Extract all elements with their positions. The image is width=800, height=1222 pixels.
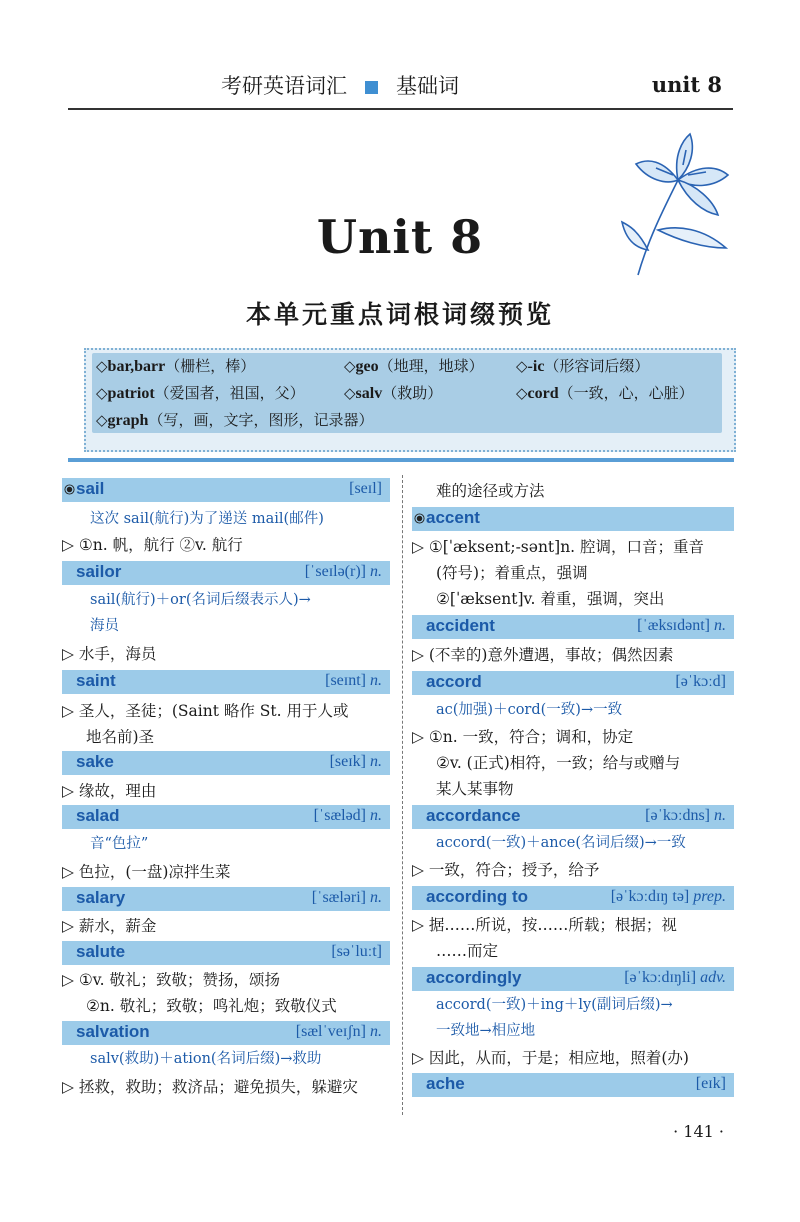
definition: ▷ 圣人，圣徒；(Saint 略作 St. 用于人或 xyxy=(62,702,349,720)
definition: ▷ 一致，符合；授予，给予 xyxy=(412,861,600,879)
definition: ▷ 据……所说，按……所载；根据；视 xyxy=(412,916,677,934)
headword-row xyxy=(412,886,734,910)
preview-title: 本单元重点词根词缀预览 xyxy=(245,300,554,329)
column-divider xyxy=(402,475,403,1115)
phonetic: [seɪk] n. xyxy=(329,753,382,770)
headword: sake xyxy=(76,752,114,771)
definition: ②[ˈæksent]v. 着重，强调，突出 xyxy=(436,590,665,608)
headword-row xyxy=(62,751,390,775)
definition: 地名前)圣 xyxy=(86,728,155,746)
headword: accident xyxy=(426,616,495,635)
etymology: 海员 xyxy=(90,618,119,634)
headword-row xyxy=(412,507,734,531)
section-divider xyxy=(68,458,734,462)
etymology: 一致地→相应地 xyxy=(436,1023,536,1039)
headword: accent xyxy=(426,508,480,527)
phonetic: [ˈseɪlə(r)] n. xyxy=(304,563,382,580)
section-title: 基础词 xyxy=(396,74,459,98)
definition: ▷ 色拉，(一盘)凉拌生菜 xyxy=(62,863,231,881)
header-divider xyxy=(68,108,733,110)
etymology: ac(加强)＋cord(一致)→一致 xyxy=(436,702,623,718)
phonetic: [ˈsæləd] n. xyxy=(313,807,382,824)
headword-row xyxy=(412,805,734,829)
phonetic: [əˈkɔːdɪŋli] adv. xyxy=(624,969,726,986)
headword-row xyxy=(62,941,390,965)
headword-row xyxy=(62,478,390,502)
etymology: accord(一致)＋ance(名词后缀)→一致 xyxy=(436,835,686,851)
target-bullet-icon xyxy=(64,484,75,495)
definition: ▷ 拯救，救助；救济品；避免损失，躲避灾 xyxy=(62,1078,358,1096)
headword: salad xyxy=(76,806,120,825)
headword-row xyxy=(412,967,734,991)
definition: ▷ 缘故，理由 xyxy=(62,782,157,800)
phonetic: [ˈsæləri] n. xyxy=(311,889,382,906)
headword: ache xyxy=(426,1074,465,1093)
definition: ②v. (正式)相符，一致；给与或赠与 xyxy=(436,754,681,772)
unit-title: Unit 8 xyxy=(316,210,484,264)
root-item: ◇salv（救助） xyxy=(344,384,443,402)
headword-row xyxy=(62,1021,390,1045)
definition: ▷ 薪水，薪金 xyxy=(62,917,157,935)
headword: salvation xyxy=(76,1022,150,1041)
phonetic: [əˈkɔːdɪŋ tə] prep. xyxy=(610,888,726,905)
definition: ▷ ①n. 帆，航行 ②v. 航行 xyxy=(62,536,243,554)
headword: accordance xyxy=(426,806,521,825)
headword-row xyxy=(62,670,390,694)
headword: saint xyxy=(76,671,116,690)
header-title xyxy=(0,70,680,100)
roots-box xyxy=(92,353,722,433)
headword: accord xyxy=(426,672,482,691)
page-number: · 141 · xyxy=(673,1122,724,1141)
phonetic: [eɪk] xyxy=(695,1075,726,1092)
root-item: ◇geo（地理，地球） xyxy=(344,357,484,375)
headword: sailor xyxy=(76,562,122,581)
header-unit-label: unit 8 xyxy=(651,72,722,97)
root-item: ◇bar,barr（栅栏，棒） xyxy=(96,357,256,375)
square-bullet-icon xyxy=(365,81,378,94)
headword: salary xyxy=(76,888,126,907)
root-item: ◇cord（一致，心，心脏） xyxy=(516,384,694,402)
etymology: 这次 sail(航行)为了递送 mail(邮件) xyxy=(90,511,324,527)
etymology: accord(一致)＋ing＋ly(副词后缀)→ xyxy=(436,997,673,1013)
definition: ②n. 敬礼；致敬；鸣礼炮；致敬仪式 xyxy=(86,997,337,1015)
headword-row xyxy=(62,887,390,911)
headword: sail xyxy=(76,479,105,498)
headword-row xyxy=(412,615,734,639)
headword: accordingly xyxy=(426,968,522,987)
root-item: ◇graph（写，画，文字，图形，记录器） xyxy=(96,411,374,429)
headword-row xyxy=(412,1073,734,1097)
phonetic: [seɪl] xyxy=(349,480,382,497)
target-bullet-icon xyxy=(414,513,425,524)
headword-row xyxy=(412,671,734,695)
phonetic: [ˈæksɪdənt] n. xyxy=(637,617,726,634)
phonetic: [sælˈveɪʃn] n. xyxy=(295,1023,382,1040)
definition: ……而定 xyxy=(436,942,499,960)
definition: ▷ ①[ˈæksent;-sənt]n. 腔调，口音；重音 xyxy=(412,538,705,556)
phonetic: [seɪnt] n. xyxy=(325,672,382,689)
definition: ▷ 水手，海员 xyxy=(62,645,157,663)
phonetic: [əˈkɔːd] xyxy=(675,673,726,690)
phonetic: [səˈluːt] xyxy=(331,943,382,960)
root-item: ◇patriot（爱国者，祖国，父） xyxy=(96,384,305,402)
etymology: sail(航行)＋or(名词后缀表示人)→ xyxy=(90,592,311,608)
etymology: 音“色拉” xyxy=(90,836,149,852)
definition: ▷ ①v. 敬礼；致敬；赞扬，颂扬 xyxy=(62,971,281,989)
definition-continued: 难的途径或方法 xyxy=(436,482,545,500)
headword-row xyxy=(62,561,390,585)
phonetic: [əˈkɔːdns] n. xyxy=(645,807,726,824)
headword: according to xyxy=(426,887,529,906)
etymology: salv(救助)＋ation(名词后缀)→救助 xyxy=(90,1051,322,1067)
definition: (符号)；着重点，强调 xyxy=(436,564,588,582)
root-item: ◇-ic（形容词后缀） xyxy=(516,357,650,375)
book-title: 考研英语词汇 xyxy=(221,74,347,98)
headword: salute xyxy=(76,942,126,961)
definition: 某人某事物 xyxy=(436,780,514,798)
definition: ▷ ①n. 一致，符合；调和，协定 xyxy=(412,728,634,746)
definition: ▷ (不幸的)意外遭遇，事故；偶然因素 xyxy=(412,646,674,664)
headword-row xyxy=(62,805,390,829)
definition: ▷ 因此，从而，于是；相应地，照着(办) xyxy=(412,1049,689,1067)
